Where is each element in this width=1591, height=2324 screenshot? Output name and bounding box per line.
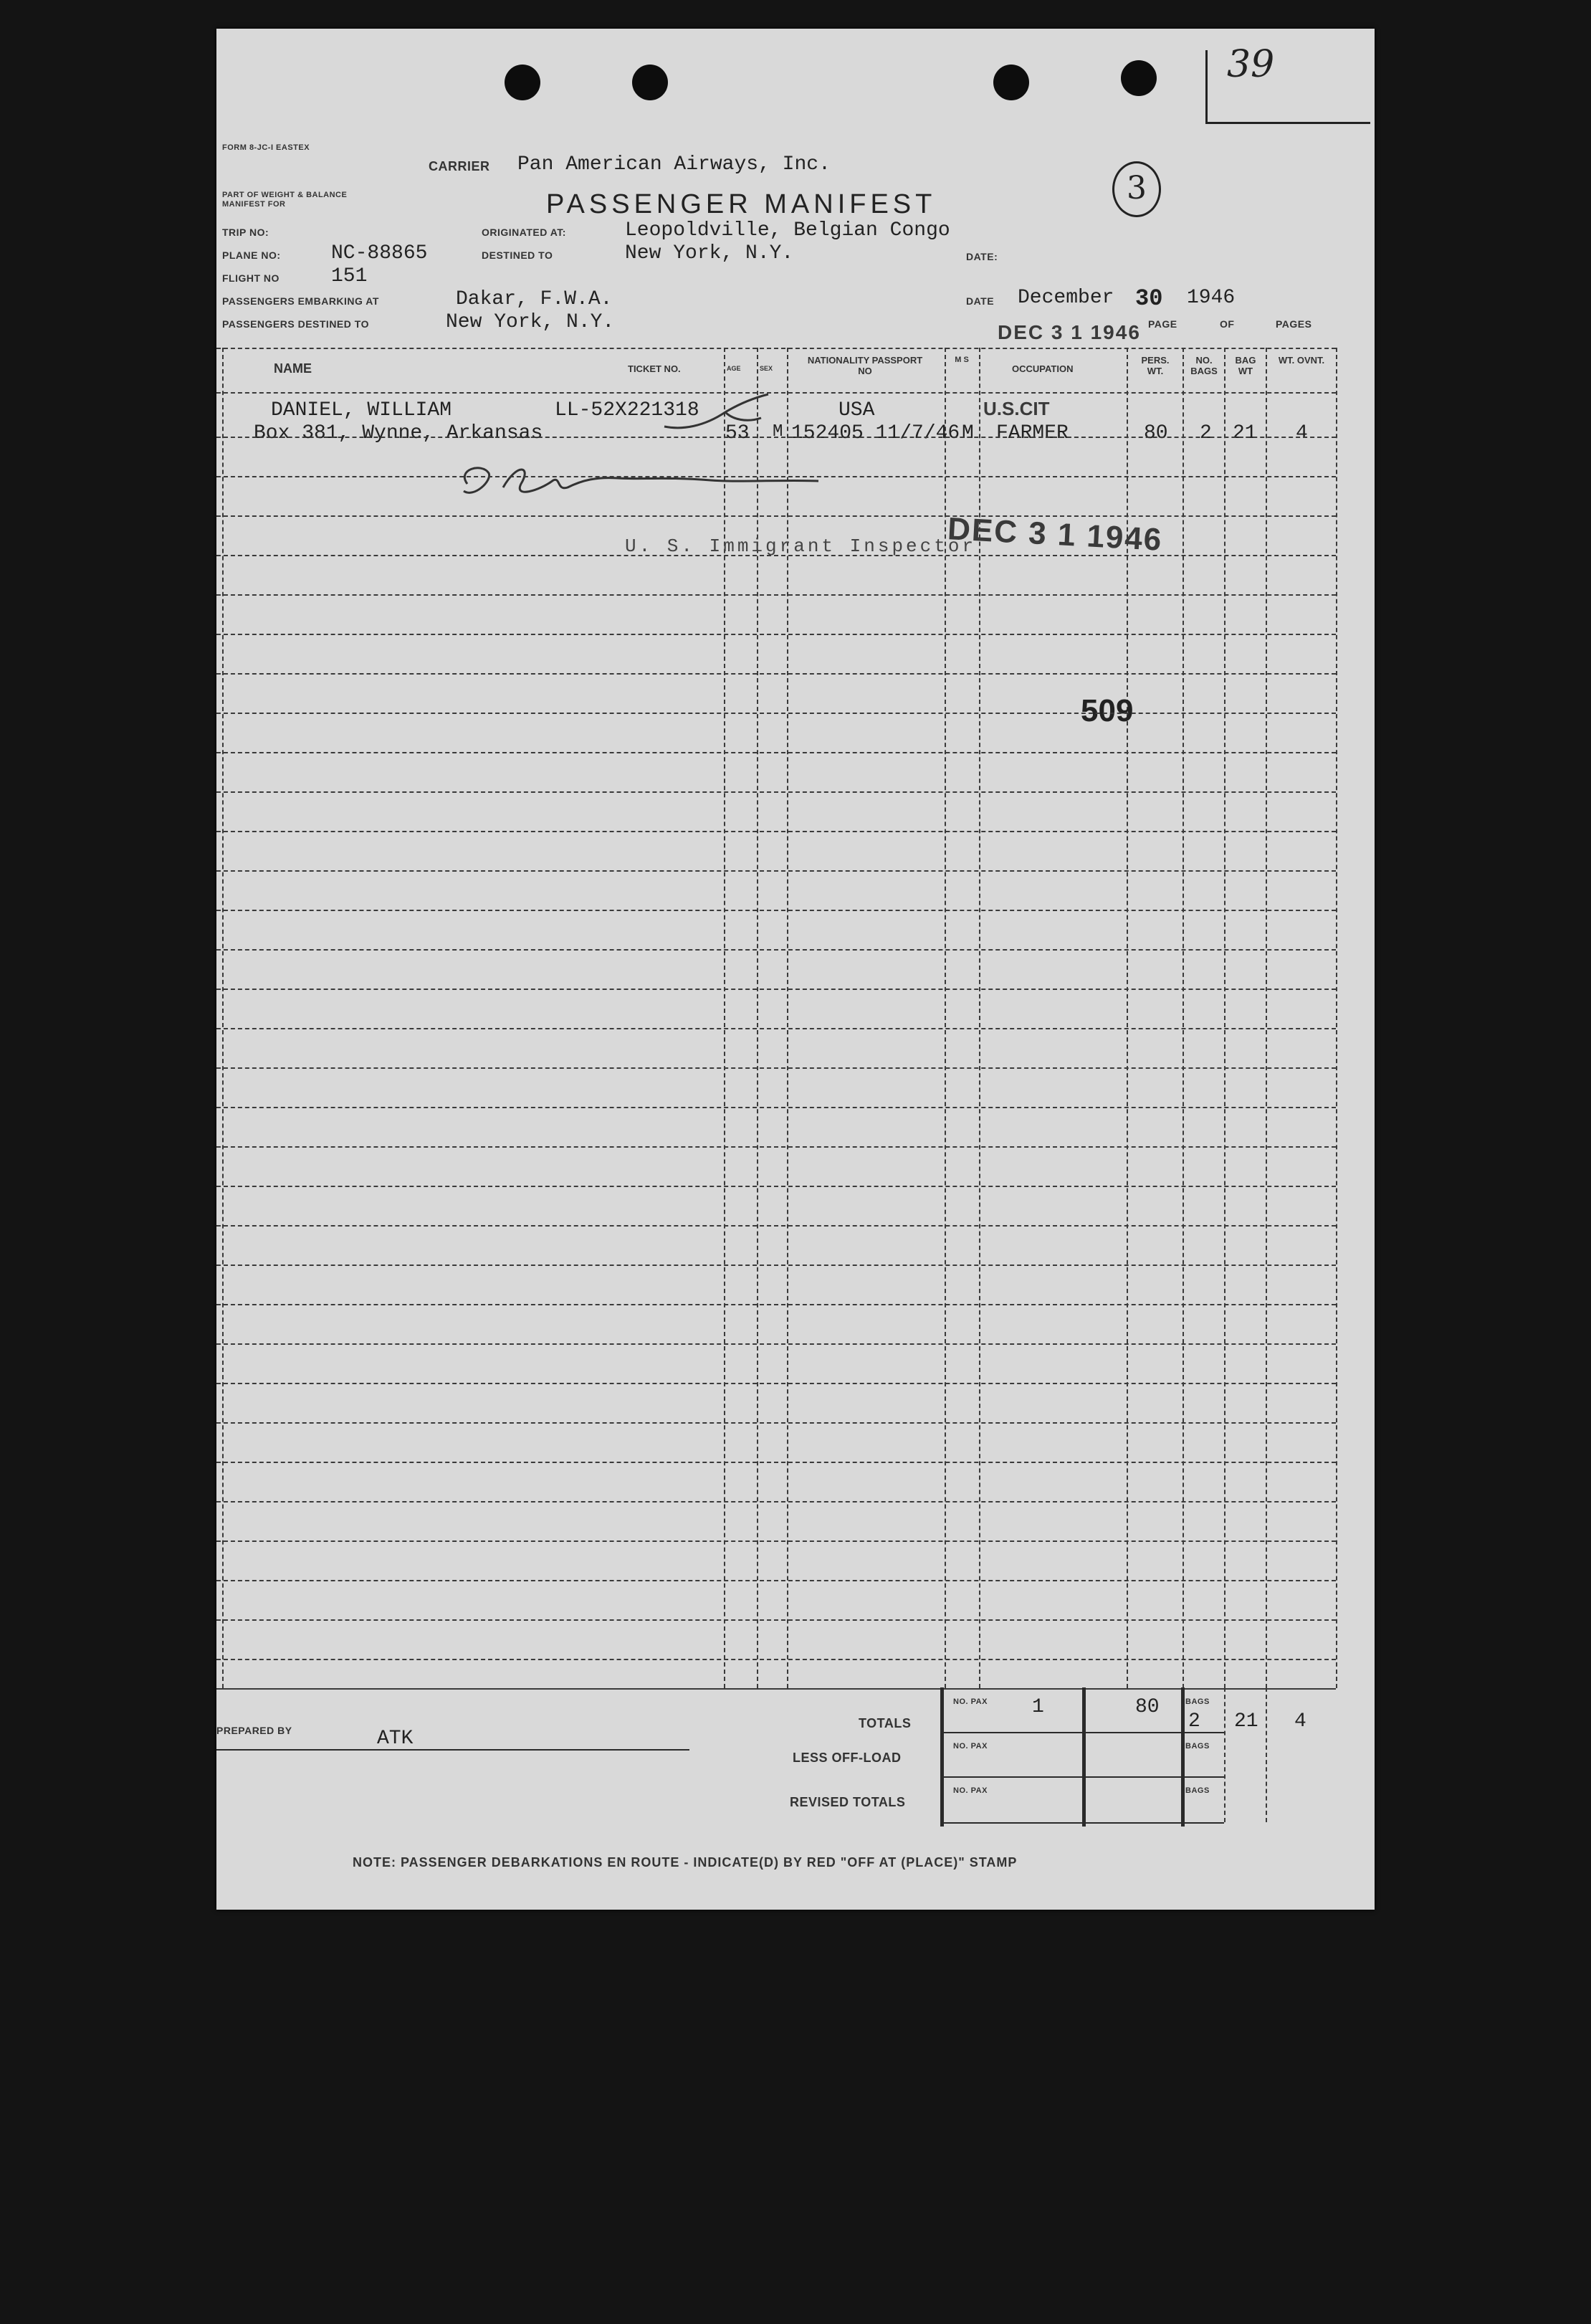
- date2-label: DATE: [966, 295, 995, 307]
- table-row-line: [216, 989, 1336, 990]
- table-row-line: [216, 1067, 1336, 1069]
- table-row-line: [216, 1619, 1336, 1621]
- table-row-line: [216, 1422, 1336, 1424]
- carrier-label: CARRIER: [429, 159, 490, 173]
- col-pers-wt: PERS. WT.: [1141, 355, 1170, 376]
- col-occupation: OCCUPATION: [1012, 363, 1074, 374]
- table-row-line: [216, 437, 1336, 438]
- total-no-pax: 1: [1032, 1696, 1044, 1718]
- table-row-line: [216, 555, 1336, 556]
- passenger-nationality: USA: [838, 399, 875, 422]
- table-row-line: [216, 634, 1336, 635]
- total-wt-ovnt: 4: [1294, 1710, 1306, 1733]
- prepared-by-line: [216, 1749, 689, 1751]
- corner-number: 39: [1227, 43, 1275, 86]
- total-bag-wt: 21: [1234, 1710, 1258, 1733]
- punch-hole: [993, 65, 1029, 100]
- embarking-value: Dakar, F.W.A.: [456, 288, 613, 310]
- destined-label: DESTINED TO: [482, 249, 553, 261]
- punch-hole: [1121, 60, 1157, 96]
- less-offload-label: LESS OFF-LOAD: [793, 1751, 902, 1765]
- date-label: DATE:: [966, 251, 998, 262]
- table-row-line: [216, 1501, 1336, 1502]
- table-row-line: [216, 1343, 1336, 1345]
- col-age: AGE: [727, 365, 741, 372]
- plane-no-label: PLANE NO:: [222, 249, 281, 261]
- header-date-stamp: DEC 3 1 1946: [998, 321, 1141, 343]
- manifest-form: [216, 29, 1375, 1910]
- corner-bracket: [1205, 122, 1370, 124]
- table-row-line: [216, 476, 1336, 477]
- table-row-line: [216, 1659, 1336, 1660]
- table-row-line: [216, 831, 1336, 832]
- table-row-line: [216, 713, 1336, 714]
- originated-label: ORIGINATED AT:: [482, 227, 566, 238]
- table-row-line: [216, 594, 1336, 596]
- col-wt-ovnt: WT. OVNT.: [1278, 355, 1325, 366]
- passenger-passport: 152405 11/7/46: [791, 422, 960, 444]
- bags-label-2: BAGS: [1185, 1742, 1210, 1751]
- of-label: OF: [1220, 318, 1235, 330]
- passenger-occupation: FARMER: [996, 422, 1069, 444]
- total-bags: 2: [1188, 1710, 1200, 1733]
- passenger-ms: M: [962, 422, 974, 444]
- pax-destined-value: New York, N.Y.: [446, 311, 615, 333]
- destined-value: New York, N.Y.: [625, 242, 794, 265]
- carrier-value: Pan American Airways, Inc.: [517, 153, 831, 176]
- punch-hole: [505, 65, 540, 100]
- passenger-sex: M: [773, 422, 783, 442]
- col-sex: SEX: [760, 365, 773, 372]
- passenger-ticket: LL-52X221318: [555, 399, 699, 422]
- trip-no-label: TRIP NO:: [222, 227, 269, 238]
- circled-number: 3: [1112, 161, 1161, 217]
- no-pax-label: NO. PAX: [953, 1697, 988, 1706]
- passenger-no-bags: 2: [1200, 422, 1212, 444]
- table-row-line: [216, 1146, 1336, 1148]
- part-of-label: PART OF WEIGHT & BALANCE MANIFEST FOR: [222, 191, 348, 209]
- bags-label: BAGS: [1185, 1697, 1210, 1706]
- table-row-line: [216, 1107, 1336, 1108]
- table-row-line: [216, 791, 1336, 793]
- flight-no-label: FLIGHT NO: [222, 272, 280, 284]
- pax-destined-label: PASSENGERS DESTINED TO: [222, 318, 369, 330]
- passenger-bag-wt: 21: [1233, 422, 1257, 444]
- passenger-wt-ovnt: 4: [1296, 422, 1308, 444]
- revised-totals-label: REVISED TOTALS: [790, 1795, 906, 1809]
- table-row-line: [216, 752, 1336, 753]
- col-nationality: NATIONALITY PASSPORT NO: [807, 355, 923, 376]
- footer-note: NOTE: PASSENGER DEBARKATIONS EN ROUTE - INDICATE(D) BY RED "OFF AT (PLACE)" STAMP: [353, 1855, 1018, 1870]
- punch-hole: [632, 65, 668, 100]
- table-row-line: [216, 870, 1336, 872]
- table-row-line: [216, 1580, 1336, 1581]
- col-name: NAME: [274, 361, 312, 376]
- col-ticket: TICKET NO.: [628, 363, 681, 374]
- table-row-line: [216, 1186, 1336, 1187]
- table-row-line: [216, 1225, 1336, 1227]
- page-label: PAGE: [1148, 318, 1177, 330]
- no-pax-label-3: NO. PAX: [953, 1786, 988, 1795]
- passenger-age: 53: [725, 422, 750, 444]
- pages-label: PAGES: [1276, 318, 1312, 330]
- passenger-table: [216, 348, 1336, 1688]
- no-pax-label-2: NO. PAX: [953, 1742, 988, 1751]
- embarking-label: PASSENGERS EMBARKING AT: [222, 295, 379, 307]
- stamp-number: 509: [1081, 693, 1134, 728]
- passenger-address: Box 381, Wynne, Arkansas: [254, 422, 543, 444]
- check-mark: [661, 391, 775, 434]
- date2-day: 30: [1135, 285, 1163, 312]
- table-row-line: [216, 910, 1336, 911]
- bags-label-3: BAGS: [1185, 1786, 1210, 1795]
- table-row-line: [216, 1462, 1336, 1463]
- totals-box: [940, 1687, 1313, 1822]
- table-row-line: [216, 1383, 1336, 1384]
- table-row-line: [216, 1304, 1336, 1305]
- table-row-line: [216, 1028, 1336, 1029]
- form-code: FORM 8-JC-I EASTEX: [222, 143, 310, 152]
- corner-bracket-vertical: [1205, 50, 1208, 122]
- totals-label: TOTALS: [859, 1716, 912, 1730]
- inspector-date-stamp: DEC 3 1 1946: [946, 511, 1164, 558]
- page-title: PASSENGER MANIFEST: [546, 189, 937, 219]
- date2-year: 1946: [1187, 287, 1236, 309]
- passenger-pers-wt: 80: [1144, 422, 1168, 444]
- passenger-name: DANIEL, WILLIAM: [271, 399, 452, 422]
- col-no-bags: NO. BAGS: [1190, 355, 1218, 376]
- date2-prefix: December: [1018, 287, 1114, 309]
- plane-no-value: NC-88865: [331, 242, 428, 265]
- table-row-line: [216, 1540, 1336, 1542]
- table-row-line: [216, 1265, 1336, 1266]
- prepared-by-label: PREPARED BY: [216, 1725, 292, 1736]
- prepared-by-value: ATK: [377, 1728, 414, 1750]
- total-pers-wt: 80: [1135, 1696, 1160, 1718]
- originated-value: Leopoldville, Belgian Congo: [625, 219, 950, 242]
- col-ms: M S: [955, 356, 969, 364]
- us-cit-stamp: U.S.CIT: [983, 398, 1050, 419]
- inspector-stamp: U. S. Immigrant Inspector: [625, 535, 977, 557]
- table-row-line: [216, 949, 1336, 951]
- flight-no-value: 151: [331, 265, 368, 287]
- table-row-line: [216, 515, 1336, 517]
- inspector-signature: [453, 448, 826, 520]
- col-bag-wt: BAG WT: [1235, 355, 1256, 376]
- table-row-line: [216, 673, 1336, 675]
